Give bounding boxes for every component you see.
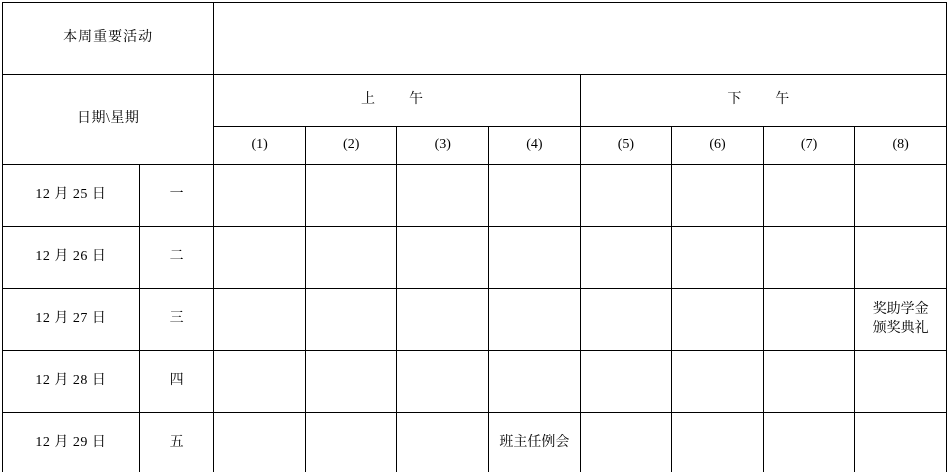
cell-8[interactable] (855, 165, 947, 227)
cell-8[interactable]: 奖助学金 颁奖典礼 (855, 289, 947, 351)
period-header-5: (5) (580, 127, 672, 165)
halfday-morning-label: 上 午 (214, 75, 580, 127)
table-row (3, 165, 947, 227)
period-header-3: (3) (397, 127, 489, 165)
cell-4[interactable] (489, 165, 581, 227)
row-date: 12 月 27 日 (3, 289, 140, 351)
cell-3[interactable] (397, 227, 489, 289)
cell-2[interactable] (305, 289, 397, 351)
cell-5[interactable] (580, 289, 672, 351)
weekly-schedule-table (2, 2, 947, 472)
period-header-4: (4) (489, 127, 581, 165)
cell-8[interactable] (855, 413, 947, 472)
halfday-header-row (3, 75, 947, 127)
table-row (3, 289, 947, 351)
period-header-6: (6) (672, 127, 764, 165)
cell-6[interactable] (672, 165, 764, 227)
cell-2[interactable] (305, 351, 397, 413)
cell-1[interactable] (214, 227, 306, 289)
cell-6[interactable] (672, 289, 764, 351)
cell-7[interactable] (763, 289, 855, 351)
cell-1[interactable] (214, 165, 306, 227)
cell-5[interactable] (580, 413, 672, 472)
important-activity-label: 本周重要活动 (3, 3, 214, 75)
cell-8[interactable] (855, 227, 947, 289)
cell-5[interactable] (580, 227, 672, 289)
row-date: 12 月 28 日 (3, 351, 140, 413)
period-header-1: (1) (214, 127, 306, 165)
cell-4[interactable] (489, 351, 581, 413)
row-weekday: 四 (139, 351, 213, 413)
cell-5[interactable] (580, 165, 672, 227)
cell-2[interactable] (305, 413, 397, 472)
cell-4[interactable]: 班主任例会 (489, 413, 581, 472)
row-weekday: 五 (139, 413, 213, 472)
cell-2[interactable] (305, 227, 397, 289)
important-activity-row (3, 3, 947, 75)
table-row (3, 413, 947, 472)
table-row (3, 351, 947, 413)
period-header-7: (7) (763, 127, 855, 165)
cell-6[interactable] (672, 413, 764, 472)
cell-4[interactable] (489, 289, 581, 351)
row-weekday: 二 (139, 227, 213, 289)
cell-4[interactable] (489, 227, 581, 289)
row-date: 12 月 25 日 (3, 165, 140, 227)
cell-3[interactable] (397, 165, 489, 227)
cell-2[interactable] (305, 165, 397, 227)
halfday-afternoon-label: 下 午 (580, 75, 946, 127)
row-weekday: 一 (139, 165, 213, 227)
period-header-2: (2) (305, 127, 397, 165)
table-row (3, 227, 947, 289)
cell-1[interactable] (214, 351, 306, 413)
row-date: 12 月 26 日 (3, 227, 140, 289)
row-weekday: 三 (139, 289, 213, 351)
cell-7[interactable] (763, 227, 855, 289)
important-activity-content[interactable] (214, 3, 947, 75)
cell-3[interactable] (397, 413, 489, 472)
cell-8[interactable] (855, 351, 947, 413)
row-date: 12 月 29 日 (3, 413, 140, 472)
date-weekday-corner-label: 日期\星期 (3, 75, 214, 165)
cell-7[interactable] (763, 413, 855, 472)
cell-7[interactable] (763, 351, 855, 413)
period-header-8: (8) (855, 127, 947, 165)
cell-5[interactable] (580, 351, 672, 413)
cell-7[interactable] (763, 165, 855, 227)
cell-3[interactable] (397, 351, 489, 413)
cell-6[interactable] (672, 351, 764, 413)
cell-1[interactable] (214, 413, 306, 472)
cell-6[interactable] (672, 227, 764, 289)
cell-1[interactable] (214, 289, 306, 351)
cell-3[interactable] (397, 289, 489, 351)
